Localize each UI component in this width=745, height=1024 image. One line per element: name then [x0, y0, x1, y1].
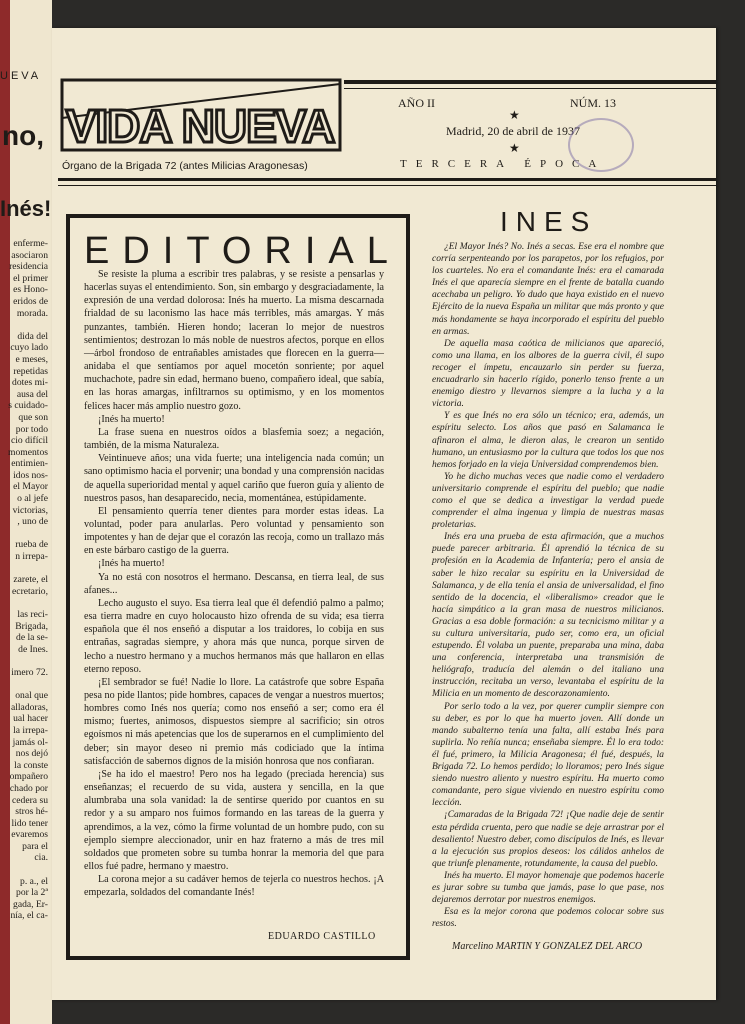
prev-page-line: chado por — [9, 782, 48, 794]
prev-page-line: cio difícil — [10, 435, 48, 447]
prev-page-line: el Mayor — [13, 481, 48, 493]
star-icon: ★ — [509, 108, 520, 122]
prev-page-text — [2, 238, 48, 922]
article-paragraph: Y es que Inés no era sólo un técnico; era, además, un espíritu selecto. Los años que pasó en Salamanca le afinaron el alma, le dieron alas, le crearon un sentido humano, un entusiasmo por la cultura que todos los que nos hemos forjado en la vieja Universidad comprendemos bien. — [432, 411, 664, 470]
prev-page-line: para el — [22, 840, 48, 852]
masthead-rule-top — [344, 80, 716, 84]
prev-page-line: s cuidado- — [8, 400, 48, 412]
article-paragraph: Inés ha muerto. El mayor homenaje que podemos hacerle es jurar sobre su tumba que jamás, pase lo que pase, nos dejaremos derrotar por nuestros enemigos. — [432, 870, 664, 906]
prev-page-line: asociaron — [11, 249, 48, 261]
prev-page-line: por la 2ª — [16, 887, 48, 899]
prev-page-headline: no, — [2, 120, 44, 151]
prev-page-line: cedera su — [12, 794, 48, 806]
editorial-paragraph: El pensamiento querría tener dientes para morder estas ideas. La voluntad, poder para anularlas. Pero voluntad y pensamiento son impotentes y han de dejar que el corazón las recoja, como un trallazo más en este bárbaro castigo de la guerra. — [84, 505, 384, 557]
prev-page-line: jamás ol- — [12, 736, 48, 748]
prev-page-line: zarete, el — [13, 574, 48, 586]
prev-page-line: n irrepa- — [15, 551, 48, 563]
masthead-subtitle: Órgano de la Brigada 72 (antes Milicias Aragonesas) — [62, 160, 308, 172]
prev-page-line: evaremos — [11, 829, 48, 841]
prev-page-line: morada. — [16, 307, 48, 319]
article-paragraph: Por serlo todo a la vez, por querer cumplir siempre con su deber, es por lo que ha muerto joven. Allí donde un mando subalterno tenía una falta, allí estaba Inés para suplirla. No reñía nunca; enseñaba siempre. Él lo era todo: él fué, primero, la Milicia Aragonesa; él fué, después, la Brigada 72. Lo hemos perdido; lo lloramos; pero Inés sigue siendo nuestro aliento y nuestro espíritu. Ha muerto como comandante, pero sigue viviendo en nuestro espíritu como lección. — [432, 701, 664, 809]
editorial-paragraph: Lecho augusto el suyo. Esa tierra leal que él defendió palmo a palmo; esa tierra madre en cuyo holocausto hizo ofrenda de su vida; esa tierra española que él nos enseñó a disputar a los traidores, lo cobija en sus entrañas, sagradas siempre, y ahora más que nunca, porque sirven de lecho a nuestro hermano y a muchos hermanos más que hallaron en ellas eterno reposo. — [84, 597, 384, 675]
prev-page-line: Brigada, — [15, 620, 48, 632]
prev-page-line: onal que — [15, 690, 48, 702]
prev-page-line: rueba de — [15, 539, 48, 551]
prev-page-line: o al jefe — [17, 493, 48, 505]
editorial-paragraph: ¡Se ha ido el maestro! Pero nos ha legado (preciada herencia) sus enseñanzas; el recuerdo de su vida, austera y sencilla, en la que alumbraba una sola vanidad: la de sentirse querido por cuantos en su redor y a su amparo nos fuimos formando en las tareas de la guerra y aprendimos, a la vez, cómo la firme voluntad de un hombre pudo, con su ejemplo siempre aleccionador, unir en haz fraterno a más de tres mil soldados que prometen sobre su tumba honrar la memoria del que para ellos fué padre, hermano y maestro. — [84, 768, 384, 873]
prev-page-line: de la se- — [16, 632, 48, 644]
year-label: AÑO II — [398, 96, 435, 110]
editorial-paragraph: ¡El sembrador se fué! Nadie lo llore. La catástrofe que sobre España pesa no pide llantos; pide hombres, capaces de vengar a nuestros muertos; hombres como Inés nos quería; como nos enseñó a ser; como era él mismo; fuertes, animosos, dispuestos siempre al sacrificio; sin otros egoísmos ni más apetencias que los de superarnos en el cumplimiento del deber; sin mayor deseo ni premio más codiciado que la íntima satisfacción de sabernos dignos de la misión honrosa que nos confiaran. — [84, 676, 384, 767]
article-title: INES — [500, 206, 598, 237]
editorial-title: EDITORIAL — [84, 230, 401, 272]
article-signature: Marcelino MARTIN Y GONZALEZ DEL ARCO — [452, 941, 643, 952]
article-paragraph: ¡Camaradas de la Brigada 72! ¡Que nadie deje de sentir esta pérdida cruenta, pero que nadie se deje arrastrar por el desaliento! Nuestro deber, como discípulos de Inés, es llevar a la ejecución sus propios deseos: los cálidos anhelos de que triunfe plenamente, rotundamente, la causa del pueblo. — [432, 810, 664, 869]
article-paragraph: Yo he dicho muchas veces que nadie como el verdadero universitario comprende el espíritu del pueblo; que nadie como el que se dedica a investigar la verdad puede comprender el alma ingenua y limpia de nuestras masas proletarias. — [432, 471, 664, 531]
article-paragraph: Inés era una prueba de esta afirmación, que a muchos puede parecer arbitraria. Él aprendió la técnica de su profesión en la Academia de Infantería; pero el ansia de saber le hizo recalar su espíritu en la Universidad de Salamanca, y de ella tenía el ansia de universalidad, el fino sentido de la docencia, el «liberalismo» creador que le hacía simpático a la gran masa de nuestros milicianos. Gracias a esa doble formación: a su tecnicismo militar y a su cultura universitaria, pudo ser, como era, un oficial estupendo. Él volaba un puente, preparaba una mina, daba una conferencia, interpretaba una transmisión de heliógrafo, traducía del alemán o del italiano una instrucción, recitaba un verso, levantaba el espíritu de la Milicia en un momento de descorazonamiento. — [432, 532, 664, 700]
prev-page-line: ual hacer — [13, 713, 48, 725]
prev-page-line — [2, 679, 48, 691]
issue-number: NÚM. 13 — [570, 96, 617, 110]
prev-page-line: nía, el ca- — [10, 910, 48, 922]
prev-page-line: momentos — [8, 446, 48, 458]
editorial-paragraph: La frase suena en nuestros oídos a blasfemia soez; a negación, también, de la misma Naturaleza. — [84, 426, 384, 452]
prev-page-line: imero 72. — [11, 666, 48, 678]
editorial-paragraph: Ya no está con nosotros el hermano. Descansa, en tierra leal, de sus afanes... — [84, 571, 384, 596]
editorial-paragraph: La corona mejor a su cadáver hemos de tejerla co nuestros hechos. ¡A empezarla, soldados del comandante Inés! — [84, 874, 384, 899]
masthead-rule-top-thin — [344, 88, 716, 89]
prev-page-line: por todo — [15, 423, 48, 435]
prev-page-line: entimien- — [11, 458, 48, 470]
masthead-logo — [60, 78, 342, 152]
editorial-paragraph: ¡Inés ha muerto! — [98, 413, 165, 425]
prev-page-line: es Hono- — [13, 284, 48, 296]
prev-page-line: ecretario, — [12, 585, 48, 597]
prev-page-line: stros hé- — [15, 806, 48, 818]
prev-page-line: lido tener — [11, 817, 48, 829]
epoch-label: TERCERA ÉPOCA — [400, 158, 606, 170]
prev-page-line — [2, 597, 48, 609]
prev-page-line — [2, 655, 48, 667]
prev-page-line: enferme- — [13, 238, 48, 249]
prev-page-line: gada, Er- — [13, 898, 48, 910]
prev-page-line — [2, 528, 48, 540]
prev-page-line: e meses, — [15, 353, 48, 365]
prev-page-line: la conste — [14, 759, 48, 771]
prev-page-line: repetidas — [13, 365, 48, 377]
editorial-body — [84, 268, 384, 900]
prev-page-line: victorias, — [12, 504, 48, 516]
editorial-paragraph: ¡Inés ha muerto! — [98, 558, 165, 570]
editorial-paragraph: Veintinueve años; una vida fuerte; una inteligencia nada común; un sano optimismo hacia el porvenir; una bondad y una comprensión nacidas de aquella superioridad mental y aquel cariño que fueron guía y aliento de nuestros pasos, han desaparecido, necia, momentánea, estúpidamente. — [84, 453, 384, 504]
prev-page-line — [2, 563, 48, 575]
prev-page-line: eridos de — [13, 295, 48, 307]
article-body — [432, 241, 664, 930]
prev-page-line: de Ines. — [18, 643, 48, 655]
prev-page-line: que son — [18, 411, 48, 423]
prev-page-line: dida del — [17, 330, 48, 342]
prev-page-line: cia. — [34, 852, 48, 864]
article-paragraph: De aquella masa caótica de milicianos que apareció, como una llama, en los albores de la guerra civil, él supo recoger el ímpetu, encauzarlo sin perder su fuerza, encuadrarlo sin hacerlo rígido, ponerlo tenso frente a un enemigo diestro y llevarnos siempre a la lucha y a la victoria. — [432, 338, 664, 410]
editorial-signature: EDUARDO CASTILLO — [268, 931, 376, 942]
prev-page-line: idos nos- — [13, 469, 48, 481]
masthead-rule-bottom — [58, 178, 716, 181]
prev-page-headline-2: Inés! — [0, 196, 52, 221]
article-paragraph: Esa es la mejor corona que podemos colocar sobre sus restos. — [432, 907, 664, 930]
editorial-paragraph: Se resiste la pluma a escribir tres palabras, y se resiste a pensarlas y hacerlas suyas el entendimiento. Son, sin embargo y desgraciadamente, la expresión de una verdad dolorosa: Inés ha muerto. La misma descarnada frialdad de su laconismo las hace más terribles, más amargas. Y más punzantes, también. Hieren hondo; laceran lo mejor de nuestros sentimientos; destrozan lo más noble de nuestros afectos, porque en ellos—árbol frondoso de entrañables amistades que florecen en la guerra—anidaba el que sentíamos por aquel mocetón sonriente; por aquel muchachote, padre sin edad, hermano bueno, compañero ideal, que sabía, en las horas amargas, infiltrarnos su optimismo, y en los momentos felices hacer más amplio nuestro gozo. — [84, 269, 384, 412]
library-stamp — [568, 118, 634, 172]
prev-page-line: las reci- — [17, 609, 48, 620]
prev-page-line: nos dejó — [15, 748, 48, 760]
masthead-rule-bottom-thin — [58, 185, 716, 186]
prev-page-line: ompañero — [9, 771, 48, 783]
star-icon: ★ — [509, 141, 520, 155]
prev-page-line: residencia — [9, 261, 48, 273]
prev-page-line: el primer — [13, 272, 48, 284]
article-paragraph: ¿El Mayor Inés? No. Inés a secas. Ese era el nombre que corría serpenteando por los parapetos, por los refugios, por los cuarteles. No era el comandante Inés: era el camarada Inés el que aparecía siempre en el frente de batalla cuando acechaba un peligro. Yo dudo que haya existido en el nuevo Ejército de la nueva España un militar que más pronto y que más hondamente se haya incorporado el espíritu del pueblo en armas. — [432, 242, 664, 337]
prev-page-line: la irrepa- — [13, 724, 48, 736]
prev-page-header: UEVA — [0, 70, 42, 82]
prev-page-line: p. a., el — [20, 875, 48, 887]
prev-page-line — [2, 319, 48, 331]
prev-page-line: dotes mi- — [12, 377, 48, 389]
prev-page-line — [2, 864, 48, 876]
previous-page-edge — [0, 0, 52, 1024]
prev-page-line: alladoras, — [10, 701, 48, 713]
prev-page-line: ausa del — [16, 388, 48, 400]
issue-date: Madrid, 20 de abril de 1937 — [446, 124, 580, 138]
prev-page-line: cuyo lado — [10, 342, 48, 354]
masthead-title: VIDA NUEVA — [65, 100, 335, 152]
prev-page-line: , uno de — [17, 516, 48, 528]
